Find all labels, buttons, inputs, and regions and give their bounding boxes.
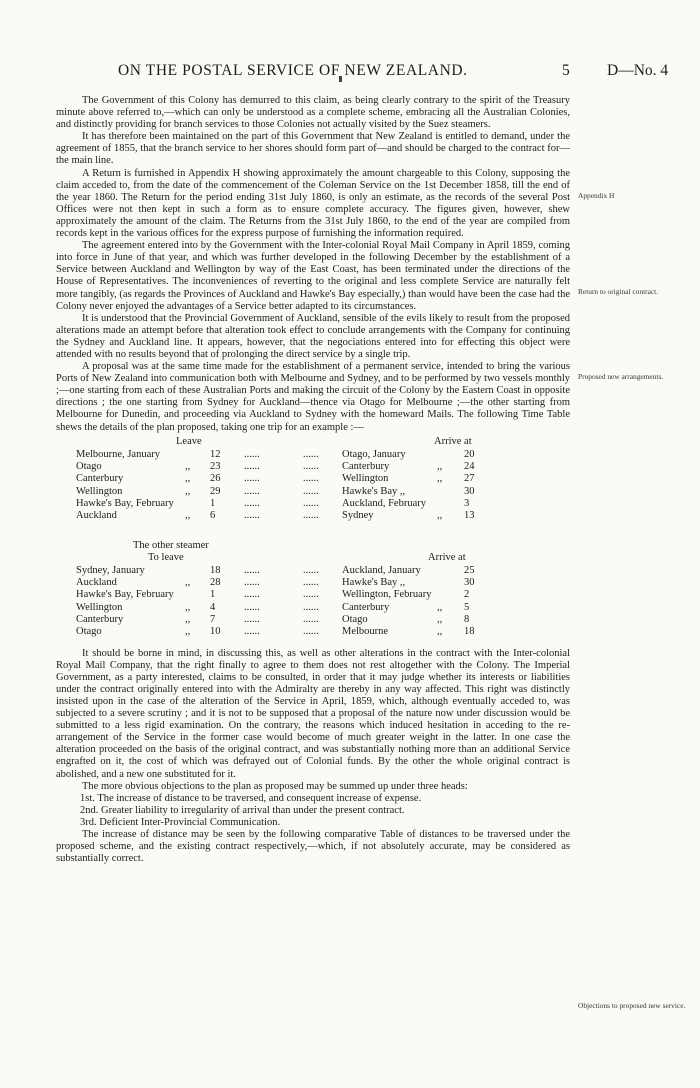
leader-dots: ...... [244, 497, 260, 509]
arrival-day: 2 [464, 589, 470, 601]
ditto-mark: ,, [185, 510, 191, 522]
paragraph-imperial: It should be borne in mind, in discussing this, as well as other alterations in the contract with the Inter-colonial Royal Mail Company, that the right finally to agree to them does not rest altogether with the Colony. The Imperial Government, as a party interested, claims to be consulted, in order that it may judge whether its interests or liabilities under the contract originally entered into with the Admiralty are thereby in any way affected. This right was distinctly insisted upon in the case of the alteration of the Service in April, 1859, which, although eventually acceded to, was subjected to a severe scrutiny ; and it is not to be supposed that a proposal of the nature now under discussion would be submitted to a less rigid examination. On the contrary, the reasons which induced hesitation in acceding to the re-arrangement of the Service in the former case would become of much greater weight in the latter. In one case the alteration proceeded on the basis of the original contract, and was substantially nothing more than an additional Service engrafted on it, the cost of which was defrayed out of Colonial funds. By the other the whole original contract is abolished, and a new one substituted for it. [56, 647, 570, 780]
leader-dots: ...... [244, 485, 260, 497]
other-steamer-header: The other steamer [133, 539, 209, 551]
destination-place: Wellington, February [342, 589, 432, 601]
ditto-mark: ,, [437, 510, 443, 522]
leader-dots: ...... [303, 601, 319, 613]
from-place: Hawke's Bay, February [76, 589, 174, 601]
destination-place: Otago, January [342, 448, 406, 460]
arrival-day: 30 [464, 485, 475, 497]
arrival-day: 27 [464, 473, 475, 485]
from-place: Otago [76, 626, 102, 638]
from-place: Auckland [76, 510, 117, 522]
leader-dots: ...... [303, 613, 319, 625]
leader-dots: ...... [303, 589, 319, 601]
departure-day: 26 [210, 473, 221, 485]
from-place: Wellington [76, 601, 123, 613]
destination-place: Canterbury [342, 601, 390, 613]
margin-note-appendix: Appendix H [578, 191, 615, 200]
leader-dots: ...... [303, 473, 319, 485]
leader-dots: ...... [244, 601, 260, 613]
destination-place: Auckland, January [342, 564, 421, 576]
paragraph-return: A Return is furnished in Appendix H showing approximately the amount chargeable to this Colony, supposing the claim acceded to, from the date of the commencement of the Coleman Service on the 1st December 1858, till the end of the year 1860. The Return for the period ending 31st July 1860, is only an estimate, as the records of the several Post Offices were not then kept in such a form as to ensure complete accuracy. The figures given, however, shew approximately the amount of the claim. The Returns from the 31st July 1860, to the end of the year are compiled from records kept in the various offices for the express purpose of furnishing the information required. [56, 167, 570, 240]
page-header [0, 62, 700, 82]
destination-place: Melbourne [342, 626, 389, 638]
arrival-day: 24 [464, 460, 475, 472]
document-reference: D—No. 4 [607, 62, 669, 79]
leader-dots: ...... [303, 448, 319, 460]
from-place: Melbourne, January [76, 448, 160, 460]
arrival-day: 30 [464, 576, 475, 588]
departure-day: 18 [210, 564, 221, 576]
departure-day: 7 [210, 613, 216, 625]
ditto-mark: ,, [437, 460, 443, 472]
leader-dots: ...... [303, 510, 319, 522]
departure-day: 23 [210, 460, 221, 472]
paragraph-entitlement: It has therefore been maintained on the part of this Government that New Zealand is entitled to demand, under the agreement of 1855, that the branch service to her shores should form part of—and should be charged to the contract for—the main line. [56, 131, 570, 167]
departure-day: 6 [210, 510, 216, 522]
ditto-mark: ,, [437, 626, 443, 638]
page-number: 5 [562, 62, 570, 79]
objection-item: 3rd. Deficient Inter-Provincial Communication. [80, 816, 281, 828]
leader-dots: ...... [244, 448, 260, 460]
leader-dots: ...... [303, 576, 319, 588]
destination-place: Auckland, February [342, 497, 426, 509]
from-place: Hawke's Bay, February [76, 497, 174, 509]
leader-dots: ...... [244, 564, 260, 576]
leader-dots: ...... [244, 626, 260, 638]
leader-dots: ...... [244, 460, 260, 472]
from-place: Auckland [76, 576, 117, 588]
departure-day: 4 [210, 601, 216, 613]
arrival-day: 13 [464, 510, 475, 522]
paragraph-provincial: It is understood that the Provincial Government of Auckland, sensible of the evils likely to result from the proposed alterations made an attempt before that alteration took effect to conclude arrangements with the Company for continuing the Sydney and Auckland line. It appears, however, that the negociations entered into for effecting this object were attended with no results beyond that of prolonging the direct service by a single trip. [56, 312, 570, 360]
leader-dots: ...... [303, 460, 319, 472]
running-title: ON THE POSTAL SERVICE OF NEW ZEALAND. [118, 62, 468, 79]
margin-note-return: Return to original contract. [578, 287, 659, 296]
ditto-mark: ,, [185, 473, 191, 485]
paragraph-distance: The increase of distance may be seen by the following comparative Table of distances to be traversed under the proposed scheme, and the existing contract respectively,—which, if not absolutely accurate, may be considered as substantially correct. [56, 829, 570, 865]
margin-note-proposed: Proposed new arrangements. [578, 372, 664, 381]
arrival-day: 3 [464, 497, 470, 509]
arrival-day: 5 [464, 601, 470, 613]
leader-dots: ...... [244, 576, 260, 588]
paragraph-claim: The Government of this Colony has demurred to this claim, as being clearly contrary to the spirit of the Treasury minute above referred to,—which can only be understood as a complete scheme, embracing all the Australian Colonies, and distinctly providing for branch services to those Colonies not actually visited by the Suez steamers. [56, 95, 570, 131]
departure-day: 29 [210, 485, 221, 497]
leave-header: Leave [176, 435, 202, 447]
objection-item: 2nd. Greater liability to irregularity of arrival than under the present contract. [80, 804, 405, 816]
leader-dots: ...... [244, 510, 260, 522]
ditto-mark: ,, [185, 460, 191, 472]
leader-dots: ...... [303, 626, 319, 638]
leader-dots: ...... [303, 485, 319, 497]
destination-place: Hawke's Bay ,, [342, 576, 406, 588]
destination-place: Otago [342, 613, 368, 625]
leader-dots: ...... [244, 589, 260, 601]
objection-item: 1st. The increase of distance to be traversed, and consequent increase of expense. [80, 792, 422, 804]
from-place: Sydney, January [76, 564, 145, 576]
ditto-mark: ,, [437, 601, 443, 613]
leader-dots: ...... [303, 564, 319, 576]
arrival-day: 25 [464, 564, 475, 576]
departure-day: 10 [210, 626, 221, 638]
from-place: Wellington [76, 485, 123, 497]
timetable-other-steamer [56, 522, 570, 648]
to-leave-header: To leave [148, 551, 184, 563]
leader-dots: ...... [244, 613, 260, 625]
departure-day: 1 [210, 589, 216, 601]
ditto-mark: ,, [185, 613, 191, 625]
leader-dots: ...... [244, 473, 260, 485]
from-place: Canterbury [76, 473, 124, 485]
departure-day: 12 [210, 448, 221, 460]
arrival-day: 8 [464, 613, 470, 625]
ditto-mark: ,, [185, 576, 191, 588]
departure-day: 1 [210, 497, 216, 509]
destination-place: Sydney [342, 510, 374, 522]
ditto-mark: ,, [185, 485, 191, 497]
ditto-mark: ,, [185, 626, 191, 638]
paragraph-objections: The more obvious objections to the plan as proposed may be summed up under three heads: [82, 780, 468, 792]
arrive-header: Arrive at [434, 435, 472, 447]
from-place: Canterbury [76, 613, 124, 625]
arrival-day: 20 [464, 448, 475, 460]
ditto-mark: ,, [437, 613, 443, 625]
paragraph-agreement: The agreement entered into by the Government with the Inter-colonial Royal Mail Company in April 1859, coming into force in June of that year, and which was further developed in the following December by the establishment of a Service between Auckland and Wellington by way of the East Coast, has been terminated under the directions of the House of Representatives. The inconveniences of reverting to the original and less complete Service are naturally felt more tangibly, (as regards the Provinces of Auckland and Hawke's Bay especially,) than would have been the case had the Colony never enjoyed the advantages of a Service better adapted to its circumstances. [56, 240, 570, 312]
paragraph-proposal: A proposal was at the same time made for the establishment of a permanent service, intended to bring the various Ports of New Zealand into communication both with Melbourne and Sydney, and to be performed by two vessels monthly ;—one starting from each of these Australian Ports and making the circuit of the Colony by the Eastern Coast in opposite directions ; the one starting from Sydney for Auckland—thence via Otago for Melbourne ;—the other starting from Melbourne for Dunedin, and proceeding via Auckland to Sydney with the homeward Mails. The following Time Table shews the details of the plan proposed, taking one trip for an example :— [56, 361, 570, 433]
body-text [56, 95, 570, 865]
arrive-header: Arrive at [428, 551, 466, 563]
destination-place: Wellington [342, 473, 389, 485]
timetable-first-steamer [56, 434, 570, 522]
departure-day: 28 [210, 576, 221, 588]
destination-place: Hawke's Bay ,, [342, 485, 406, 497]
destination-place: Canterbury [342, 460, 390, 472]
ditto-mark: ,, [185, 601, 191, 613]
leader-dots: ...... [303, 497, 319, 509]
margin-note-objections: Objections to proposed new service. [578, 1001, 686, 1010]
from-place: Otago [76, 460, 102, 472]
arrival-day: 18 [464, 626, 475, 638]
ditto-mark: ,, [437, 473, 443, 485]
